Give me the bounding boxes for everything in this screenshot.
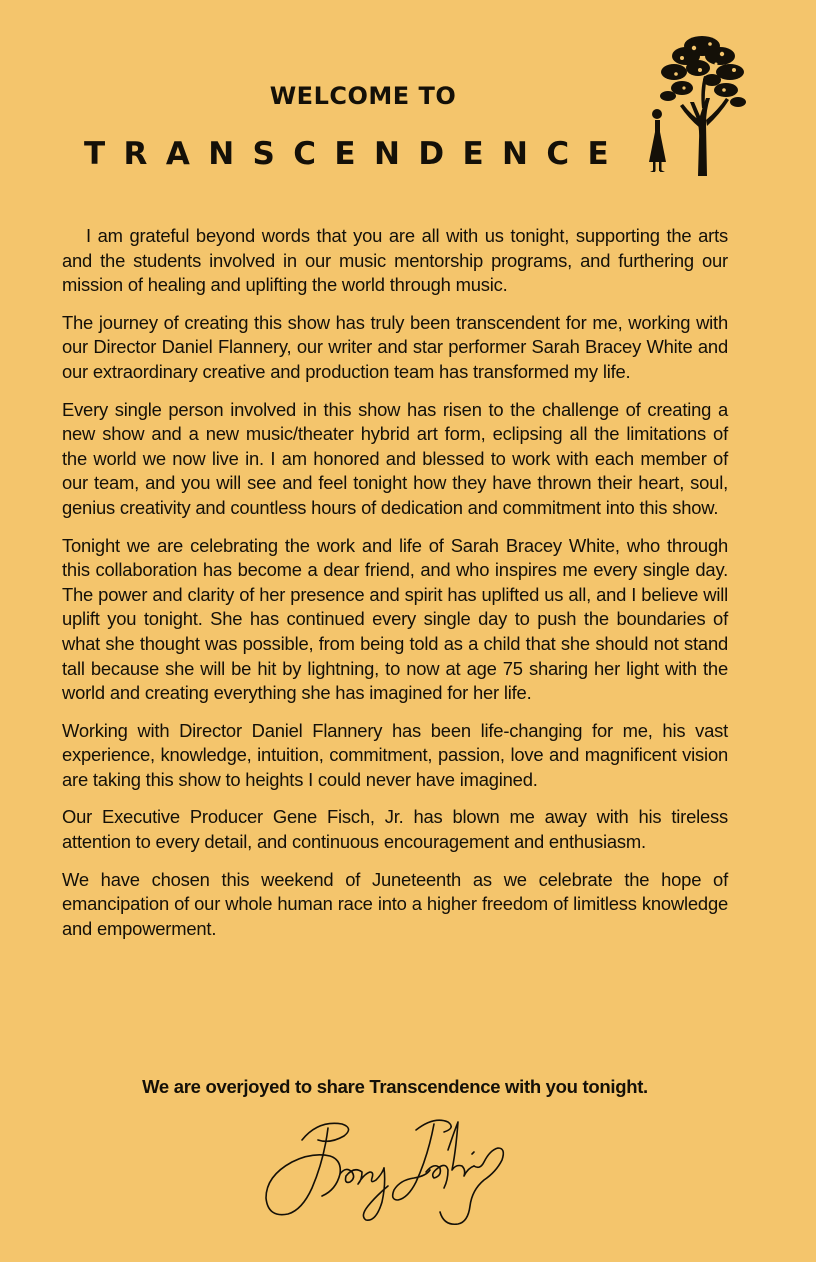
letter-paragraph-1: I am grateful beyond words that you are all with us tonight, supporting the arts and the students involved in our music mentorship programs, and furthering our mission of healing and uplifting the world through music.	[62, 225, 728, 296]
letter-paragraph-2: The journey of creating this show has truly been transcendent for me, working with our Director Daniel Flannery, our writer and star performer Sarah Bracey White and our extraordinary creative and production team has transformed my life.	[62, 311, 728, 382]
show-title: TRANSCENDENCE	[84, 136, 628, 172]
welcome-heading: WELCOME TO	[269, 82, 457, 110]
letter-paragraph-5: Working with Director Daniel Flannery has been life-changing for me, his vast experience, knowledge, intuition, commitment, passion, love and magnificent vision are taking this show to heights I could never have imagined.	[62, 719, 728, 790]
letter-paragraph-3: Every single person involved in this show has risen to the challenge of creating a new show and a new music/theater hybrid art form, eclipsing all the limitations of the world we now live in. I am honored and blessed to work with each member of our team, and you will see and feel tonight how they have thrown their heart, soul, genius creativity and countless hours of dedication and commitment into this show.	[62, 398, 728, 518]
letter-paragraph-7: We have chosen this weekend of Juneteenth as we celebrate the hope of emancipation of our whole human race into a higher freedom of limitless knowledge and empowerment.	[62, 868, 728, 939]
tree-with-girl-icon	[630, 28, 750, 178]
closing-line: We are overjoyed to share Transcendence with you tonight.	[142, 1076, 648, 1097]
signature-icon	[258, 1110, 514, 1232]
letter-paragraph-4: Tonight we are celebrating the work and life of Sarah Bracey White, who through this collaboration has become a dear friend, and who inspires me every single day. The power and clarity of her presence and spirit has uplifted us all, and I believe will uplift you tonight. She has continued every single day to push the boundaries of what she thought was possible, from being told as a child that she should not stand tall because she will be hit by lightning, to now at age 75 sharing her light with the world and creating everything she has imagined for her life.	[62, 534, 728, 704]
letter-paragraph-6: Our Executive Producer Gene Fisch, Jr. has blown me away with his tireless attention to every detail, and continuous encouragement and enthusiasm.	[62, 806, 728, 853]
letter-body	[62, 224, 728, 954]
